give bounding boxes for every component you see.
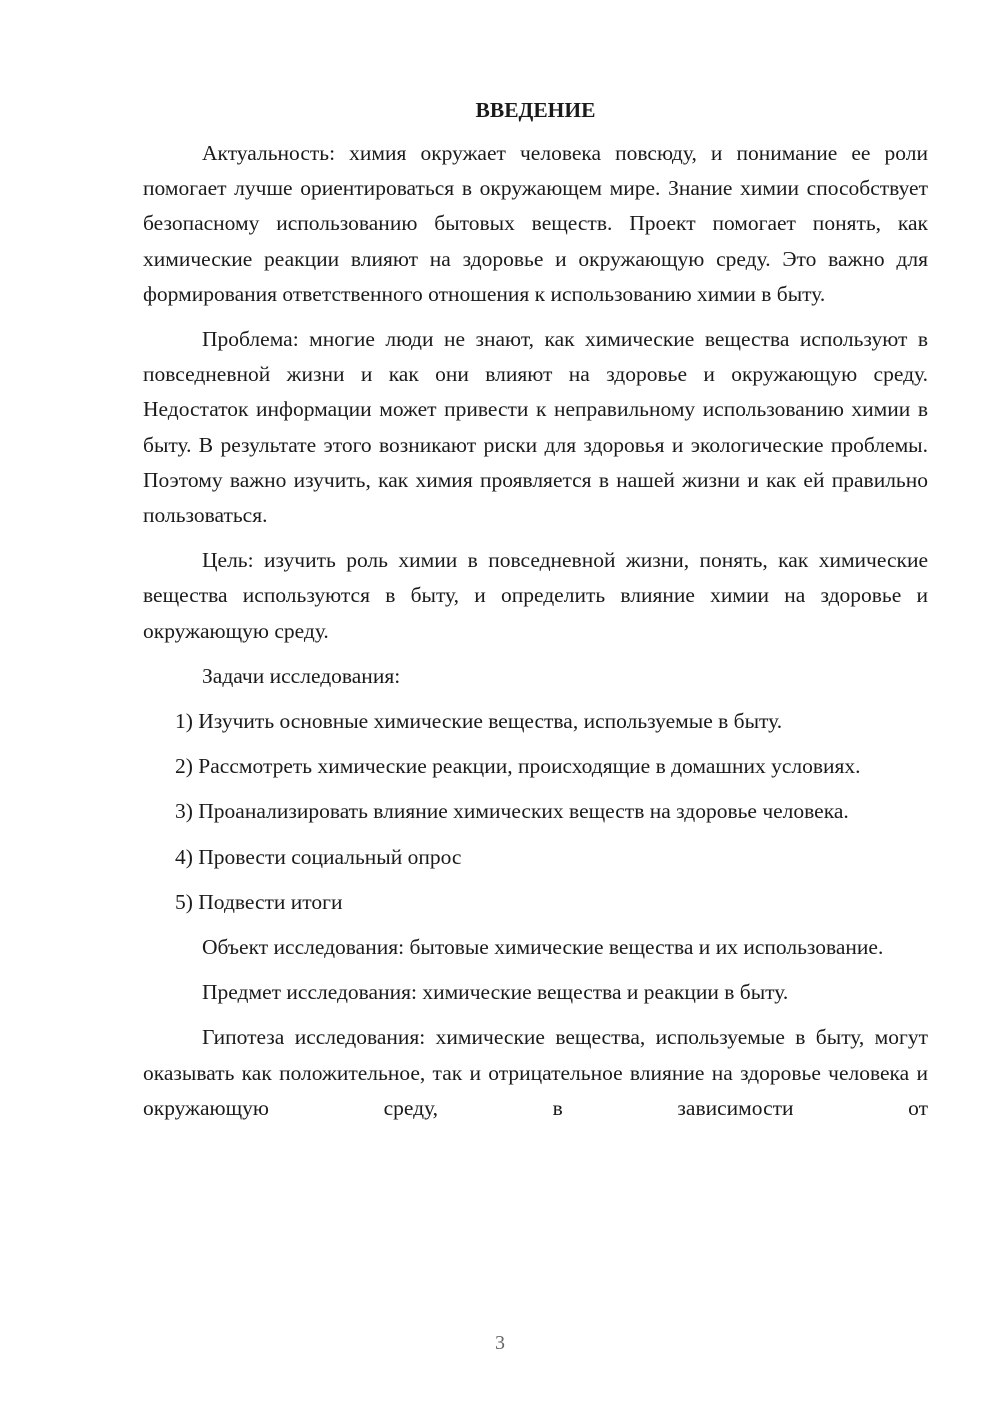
relevance-paragraph: Актуальность: химия окружает человека повсюду, и понимание ее роли помогает лучше ориентироваться в окружающем мире. Знание химии способствует безопасному использованию бытовых веществ. Проект помогает понять, как химические реакции влияют на здоровье и окружающую среду. Это важно для формирования ответственного отношения к использованию химии в быту. xyxy=(143,141,928,306)
page-title: ВВЕДЕНИЕ xyxy=(475,98,596,122)
tasks-heading: Задачи исследования: xyxy=(202,663,401,688)
goal-paragraph: Цель: изучить роль химии в повседневной жизни, понять, как химические вещества используются в быту, и определить влияние химии на здоровье и окружающую среду. xyxy=(143,548,928,643)
task-item-3: 3) Проанализировать влияние химических веществ на здоровье человека. xyxy=(175,799,849,824)
problem-paragraph: Проблема: многие люди не знают, как химические вещества используют в повседневной жизни и как они влияют на здоровье и окружающую среду. Недостаток информации может привести к неправильному использованию химии в быту. В результате этого возникают риски для здоровья и экологические проблемы. Поэтому важно изучить, как химия проявляется в нашей жизни и как ей правильно пользоваться. xyxy=(143,327,928,528)
page-number: 3 xyxy=(495,1332,505,1354)
task-item-4: 4) Провести социальный опрос xyxy=(175,844,462,869)
task-item-5: 5) Подвести итоги xyxy=(175,889,343,914)
object-paragraph: Объект исследования: бытовые химические вещества и их использование. xyxy=(202,935,884,960)
document-page xyxy=(143,92,928,1126)
hypothesis-paragraph: Гипотеза исследования: химические вещества, используемые в быту, могут оказывать как положительное, так и отрицательное влияние на здоровье человека и окружающую среду, в зависимости от xyxy=(143,1025,928,1120)
task-item-2: 2) Рассмотреть химические реакции, происходящие в домашних условиях. xyxy=(175,754,861,779)
subject-paragraph: Предмет исследования: химические вещества и реакции в быту. xyxy=(202,980,789,1005)
task-item-1: 1) Изучить основные химические вещества, используемые в быту. xyxy=(175,709,783,734)
